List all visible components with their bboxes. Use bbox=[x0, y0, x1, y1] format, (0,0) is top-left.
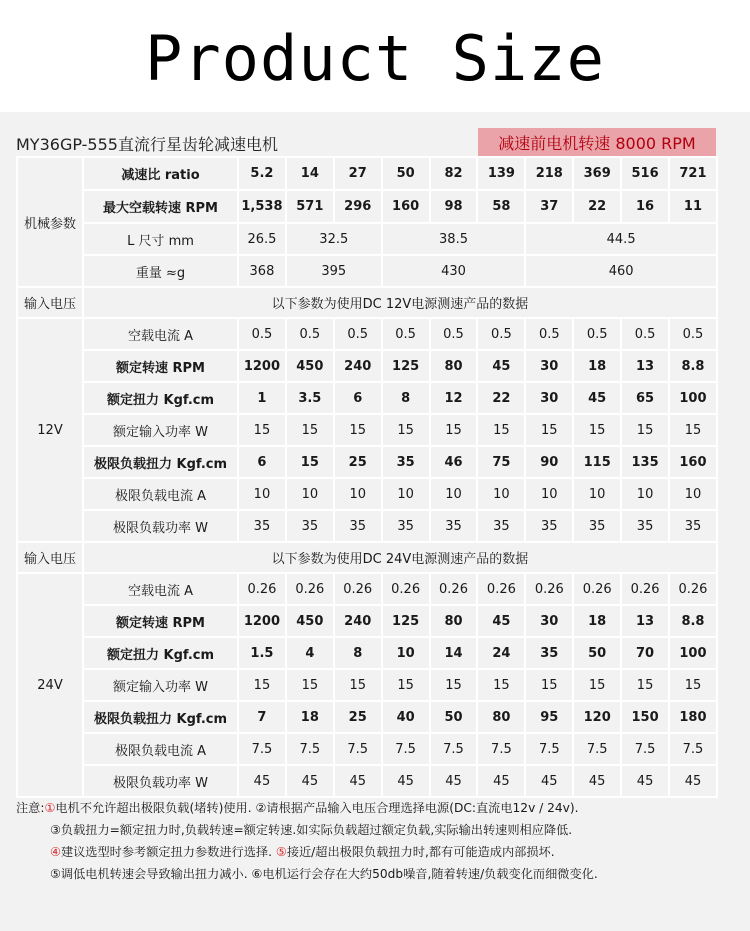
length-value: 26.5 bbox=[238, 223, 286, 255]
table-row bbox=[17, 605, 717, 637]
group-label-mech: 机械参数 bbox=[17, 157, 83, 287]
rated-speed-value: 8.8 bbox=[669, 605, 717, 637]
table-row bbox=[17, 190, 717, 223]
stall-current-value: 7.5 bbox=[238, 733, 286, 765]
rated-speed-value: 450 bbox=[286, 605, 334, 637]
rated-torque-value: 100 bbox=[669, 382, 717, 414]
rated-speed-value: 1200 bbox=[238, 350, 286, 382]
stall-current-value: 7.5 bbox=[382, 733, 430, 765]
noload-current-value: 0.5 bbox=[525, 318, 573, 350]
stall-current-value: 10 bbox=[334, 478, 382, 510]
stall-current-value: 7.5 bbox=[573, 733, 621, 765]
label-stall-torque: 极限负载扭力 Kgf.cm bbox=[83, 701, 238, 733]
rated-power-value: 15 bbox=[525, 669, 573, 701]
stall-torque-value: 35 bbox=[382, 446, 430, 478]
page-title: Product Size bbox=[145, 22, 605, 95]
rated-power-value: 15 bbox=[238, 669, 286, 701]
rated-torque-value: 24 bbox=[477, 637, 525, 669]
ratio-value: 27 bbox=[334, 157, 382, 190]
rated-speed-value: 30 bbox=[525, 605, 573, 637]
noload-current-value: 0.5 bbox=[669, 318, 717, 350]
note-5-text: 接近/超出极限负载扭力时,都有可能造成内部损坏. bbox=[286, 845, 555, 859]
stall-power-value: 35 bbox=[382, 510, 430, 542]
model-name: MY36GP-555直流行星齿轮减速电机 bbox=[16, 135, 278, 154]
stall-current-value: 7.5 bbox=[334, 733, 382, 765]
stall-power-value: 45 bbox=[669, 765, 717, 797]
rated-speed-value: 45 bbox=[477, 605, 525, 637]
rated-torque-value: 8 bbox=[382, 382, 430, 414]
stall-power-value: 35 bbox=[430, 510, 478, 542]
note-4-mark: ④ bbox=[50, 845, 61, 859]
stall-power-value: 45 bbox=[382, 765, 430, 797]
noload-current-value: 0.26 bbox=[238, 573, 286, 605]
rated-torque-value: 12 bbox=[430, 382, 478, 414]
rated-torque-value: 65 bbox=[621, 382, 669, 414]
noload-current-value: 0.26 bbox=[334, 573, 382, 605]
rated-torque-value: 22 bbox=[477, 382, 525, 414]
table-row bbox=[17, 350, 717, 382]
table-row bbox=[17, 765, 717, 797]
stall-current-value: 10 bbox=[286, 478, 334, 510]
input-voltage-label: 输入电压 bbox=[17, 287, 83, 318]
note-line-3 bbox=[16, 841, 716, 863]
ratio-value: 369 bbox=[573, 157, 621, 190]
table-row bbox=[17, 446, 717, 478]
table-row bbox=[17, 223, 717, 255]
rated-power-value: 15 bbox=[477, 414, 525, 446]
noload-current-value: 0.26 bbox=[621, 573, 669, 605]
stall-power-value: 35 bbox=[621, 510, 669, 542]
noload-current-value: 0.26 bbox=[525, 573, 573, 605]
note-line-4 bbox=[16, 863, 716, 885]
spec-sheet bbox=[16, 128, 716, 798]
stall-current-value: 10 bbox=[621, 478, 669, 510]
note-6-text: ⑤调低电机转速会导致输出扭力减小. ⑥电机运行会存在大约50db噪音,随着转速/负载变化而细微变化. bbox=[50, 867, 598, 881]
noload-current-value: 0.26 bbox=[430, 573, 478, 605]
rated-torque-value: 10 bbox=[382, 637, 430, 669]
stall-current-value: 10 bbox=[669, 478, 717, 510]
stall-current-value: 10 bbox=[525, 478, 573, 510]
stall-current-value: 10 bbox=[382, 478, 430, 510]
rated-power-value: 15 bbox=[238, 414, 286, 446]
stall-power-value: 35 bbox=[286, 510, 334, 542]
label-stall-current: 极限负载电流 A bbox=[83, 478, 238, 510]
weight-value: 460 bbox=[525, 255, 717, 287]
max-noload-value: 1,538 bbox=[238, 190, 286, 223]
rated-speed-value: 450 bbox=[286, 350, 334, 382]
table-row bbox=[17, 637, 717, 669]
rated-speed-value: 18 bbox=[573, 605, 621, 637]
motor-speed-badge: 减速前电机转速 8000 RPM bbox=[478, 128, 716, 156]
notes-block bbox=[16, 797, 716, 885]
length-value: 44.5 bbox=[525, 223, 717, 255]
stall-power-value: 45 bbox=[573, 765, 621, 797]
note-1-text: 电机不允许超出极限负载(堵转)使用. bbox=[55, 801, 252, 815]
rated-speed-value: 18 bbox=[573, 350, 621, 382]
rated-speed-value: 13 bbox=[621, 605, 669, 637]
stall-torque-value: 135 bbox=[621, 446, 669, 478]
max-noload-value: 37 bbox=[525, 190, 573, 223]
weight-value: 430 bbox=[382, 255, 526, 287]
stall-power-value: 45 bbox=[334, 765, 382, 797]
stall-torque-value: 7 bbox=[238, 701, 286, 733]
table-row bbox=[17, 510, 717, 542]
ratio-value: 721 bbox=[669, 157, 717, 190]
label-stall-power: 极限负载功率 W bbox=[83, 510, 238, 542]
stall-current-value: 7.5 bbox=[430, 733, 478, 765]
rated-power-value: 15 bbox=[525, 414, 573, 446]
spec-table bbox=[16, 156, 718, 798]
stall-power-value: 35 bbox=[238, 510, 286, 542]
table-row bbox=[17, 573, 717, 605]
rated-power-value: 15 bbox=[621, 414, 669, 446]
title-banner bbox=[0, 0, 750, 112]
noload-current-value: 0.26 bbox=[477, 573, 525, 605]
weight-value: 368 bbox=[238, 255, 286, 287]
noload-current-value: 0.26 bbox=[573, 573, 621, 605]
ratio-value: 5.2 bbox=[238, 157, 286, 190]
noload-current-value: 0.5 bbox=[621, 318, 669, 350]
stall-torque-value: 50 bbox=[430, 701, 478, 733]
label-rated-torque: 额定扭力 Kgf.cm bbox=[83, 382, 238, 414]
stall-current-value: 10 bbox=[238, 478, 286, 510]
stall-torque-value: 160 bbox=[669, 446, 717, 478]
length-value: 38.5 bbox=[382, 223, 526, 255]
voltage-note-v12: 以下参数为使用DC 12V电源测速产品的数据 bbox=[83, 287, 717, 318]
rated-speed-value: 125 bbox=[382, 605, 430, 637]
rated-speed-value: 80 bbox=[430, 605, 478, 637]
stall-torque-value: 115 bbox=[573, 446, 621, 478]
stall-torque-value: 120 bbox=[573, 701, 621, 733]
spec-table-body bbox=[17, 157, 717, 797]
max-noload-value: 98 bbox=[430, 190, 478, 223]
max-noload-value: 58 bbox=[477, 190, 525, 223]
stall-power-value: 45 bbox=[621, 765, 669, 797]
noload-current-value: 0.5 bbox=[238, 318, 286, 350]
rated-speed-value: 30 bbox=[525, 350, 573, 382]
stall-torque-value: 80 bbox=[477, 701, 525, 733]
rated-torque-value: 1.5 bbox=[238, 637, 286, 669]
stall-current-value: 7.5 bbox=[525, 733, 573, 765]
noload-current-value: 0.5 bbox=[382, 318, 430, 350]
ratio-value: 516 bbox=[621, 157, 669, 190]
noload-current-value: 0.5 bbox=[430, 318, 478, 350]
stall-torque-value: 180 bbox=[669, 701, 717, 733]
note-line-1 bbox=[16, 797, 716, 819]
max-noload-value: 11 bbox=[669, 190, 717, 223]
note-4-text: 建议选型时参考额定扭力参数进行选择. bbox=[60, 845, 272, 859]
table-row bbox=[17, 669, 717, 701]
ratio-value: 218 bbox=[525, 157, 573, 190]
label-rated-speed: 额定转速 RPM bbox=[83, 605, 238, 637]
note-3-text: ③负载扭力=额定扭力时,负载转速=额定转速.如实际负载超过额定负载,实际输出转速则相应降低. bbox=[50, 823, 573, 837]
noload-current-value: 0.5 bbox=[334, 318, 382, 350]
stall-power-value: 45 bbox=[525, 765, 573, 797]
group-label-v12: 12V bbox=[17, 318, 83, 542]
rated-speed-value: 80 bbox=[430, 350, 478, 382]
max-noload-value: 296 bbox=[334, 190, 382, 223]
stall-power-value: 45 bbox=[286, 765, 334, 797]
label-stall-current: 极限负载电流 A bbox=[83, 733, 238, 765]
rated-torque-value: 8 bbox=[334, 637, 382, 669]
rated-power-value: 15 bbox=[430, 414, 478, 446]
stall-current-value: 10 bbox=[477, 478, 525, 510]
rated-power-value: 15 bbox=[382, 414, 430, 446]
stall-torque-value: 18 bbox=[286, 701, 334, 733]
stall-power-value: 35 bbox=[334, 510, 382, 542]
max-noload-value: 160 bbox=[382, 190, 430, 223]
rated-speed-value: 13 bbox=[621, 350, 669, 382]
noload-current-value: 0.26 bbox=[669, 573, 717, 605]
stall-power-value: 35 bbox=[669, 510, 717, 542]
rated-power-value: 15 bbox=[334, 669, 382, 701]
stall-torque-value: 90 bbox=[525, 446, 573, 478]
label-rated-torque: 额定扭力 Kgf.cm bbox=[83, 637, 238, 669]
rated-power-value: 15 bbox=[573, 669, 621, 701]
sheet-header bbox=[16, 128, 716, 156]
label-stall-torque: 极限负载扭力 Kgf.cm bbox=[83, 446, 238, 478]
stall-current-value: 10 bbox=[430, 478, 478, 510]
rated-torque-value: 100 bbox=[669, 637, 717, 669]
stall-power-value: 45 bbox=[430, 765, 478, 797]
rated-speed-value: 125 bbox=[382, 350, 430, 382]
rated-speed-value: 1200 bbox=[238, 605, 286, 637]
label-noload-current: 空载电流 A bbox=[83, 573, 238, 605]
noload-current-value: 0.26 bbox=[286, 573, 334, 605]
table-row bbox=[17, 287, 717, 318]
rated-torque-value: 3.5 bbox=[286, 382, 334, 414]
rated-torque-value: 1 bbox=[238, 382, 286, 414]
rated-power-value: 15 bbox=[669, 414, 717, 446]
max-noload-value: 22 bbox=[573, 190, 621, 223]
stall-current-value: 7.5 bbox=[621, 733, 669, 765]
label-rated-power: 额定输入功率 W bbox=[83, 669, 238, 701]
rated-torque-value: 35 bbox=[525, 637, 573, 669]
stall-power-value: 35 bbox=[525, 510, 573, 542]
rated-torque-value: 4 bbox=[286, 637, 334, 669]
max-noload-value: 571 bbox=[286, 190, 334, 223]
table-row bbox=[17, 542, 717, 573]
rated-torque-value: 30 bbox=[525, 382, 573, 414]
weight-value: 395 bbox=[286, 255, 382, 287]
note-line-2 bbox=[16, 819, 716, 841]
voltage-note-v24: 以下参数为使用DC 24V电源测速产品的数据 bbox=[83, 542, 717, 573]
max-noload-value: 16 bbox=[621, 190, 669, 223]
note-5-mark: ⑤ bbox=[275, 845, 287, 859]
stall-torque-value: 95 bbox=[525, 701, 573, 733]
noload-current-value: 0.5 bbox=[477, 318, 525, 350]
rated-power-value: 15 bbox=[334, 414, 382, 446]
label-rated-speed: 额定转速 RPM bbox=[83, 350, 238, 382]
rated-torque-value: 50 bbox=[573, 637, 621, 669]
ratio-value: 139 bbox=[477, 157, 525, 190]
stall-torque-value: 25 bbox=[334, 701, 382, 733]
label-weight: 重量 ≈g bbox=[83, 255, 238, 287]
stall-current-value: 10 bbox=[573, 478, 621, 510]
length-value: 32.5 bbox=[286, 223, 382, 255]
rated-power-value: 15 bbox=[477, 669, 525, 701]
rated-speed-value: 8.8 bbox=[669, 350, 717, 382]
noload-current-value: 0.26 bbox=[382, 573, 430, 605]
stall-torque-value: 25 bbox=[334, 446, 382, 478]
ratio-value: 82 bbox=[430, 157, 478, 190]
label-ratio: 减速比 ratio bbox=[83, 157, 238, 190]
rated-speed-value: 240 bbox=[334, 605, 382, 637]
rated-power-value: 15 bbox=[382, 669, 430, 701]
input-voltage-label: 输入电压 bbox=[17, 542, 83, 573]
stall-power-value: 45 bbox=[238, 765, 286, 797]
table-row bbox=[17, 701, 717, 733]
label-length: L 尺寸 mm bbox=[83, 223, 238, 255]
stall-torque-value: 6 bbox=[238, 446, 286, 478]
noload-current-value: 0.5 bbox=[286, 318, 334, 350]
note-2-text: ②请根据产品输入电压合理选择电源(DC:直流电12v / 24v). bbox=[255, 801, 579, 815]
stall-torque-value: 15 bbox=[286, 446, 334, 478]
noload-current-value: 0.5 bbox=[573, 318, 621, 350]
label-stall-power: 极限负载功率 W bbox=[83, 765, 238, 797]
stall-power-value: 45 bbox=[477, 765, 525, 797]
rated-speed-value: 240 bbox=[334, 350, 382, 382]
rated-power-value: 15 bbox=[573, 414, 621, 446]
rated-torque-value: 14 bbox=[430, 637, 478, 669]
table-row bbox=[17, 255, 717, 287]
stall-current-value: 7.5 bbox=[477, 733, 525, 765]
notes-prefix: 注意: bbox=[16, 801, 45, 815]
stall-torque-value: 46 bbox=[430, 446, 478, 478]
note-1-mark: ① bbox=[44, 801, 56, 815]
stall-torque-value: 75 bbox=[477, 446, 525, 478]
rated-power-value: 15 bbox=[286, 414, 334, 446]
rated-torque-value: 6 bbox=[334, 382, 382, 414]
stall-torque-value: 150 bbox=[621, 701, 669, 733]
stall-torque-value: 40 bbox=[382, 701, 430, 733]
rated-power-value: 15 bbox=[286, 669, 334, 701]
table-row bbox=[17, 414, 717, 446]
label-rated-power: 额定输入功率 W bbox=[83, 414, 238, 446]
stall-current-value: 7.5 bbox=[669, 733, 717, 765]
table-row bbox=[17, 318, 717, 350]
ratio-value: 14 bbox=[286, 157, 334, 190]
rated-speed-value: 45 bbox=[477, 350, 525, 382]
ratio-value: 50 bbox=[382, 157, 430, 190]
rated-torque-value: 70 bbox=[621, 637, 669, 669]
stall-power-value: 35 bbox=[477, 510, 525, 542]
label-noload-current: 空载电流 A bbox=[83, 318, 238, 350]
stall-power-value: 35 bbox=[573, 510, 621, 542]
table-row bbox=[17, 382, 717, 414]
table-row bbox=[17, 157, 717, 190]
table-row bbox=[17, 478, 717, 510]
table-row bbox=[17, 733, 717, 765]
label-max-noload: 最大空载转速 RPM bbox=[83, 190, 238, 223]
group-label-v24: 24V bbox=[17, 573, 83, 797]
rated-power-value: 15 bbox=[621, 669, 669, 701]
rated-power-value: 15 bbox=[430, 669, 478, 701]
stall-current-value: 7.5 bbox=[286, 733, 334, 765]
rated-power-value: 15 bbox=[669, 669, 717, 701]
rated-torque-value: 45 bbox=[573, 382, 621, 414]
